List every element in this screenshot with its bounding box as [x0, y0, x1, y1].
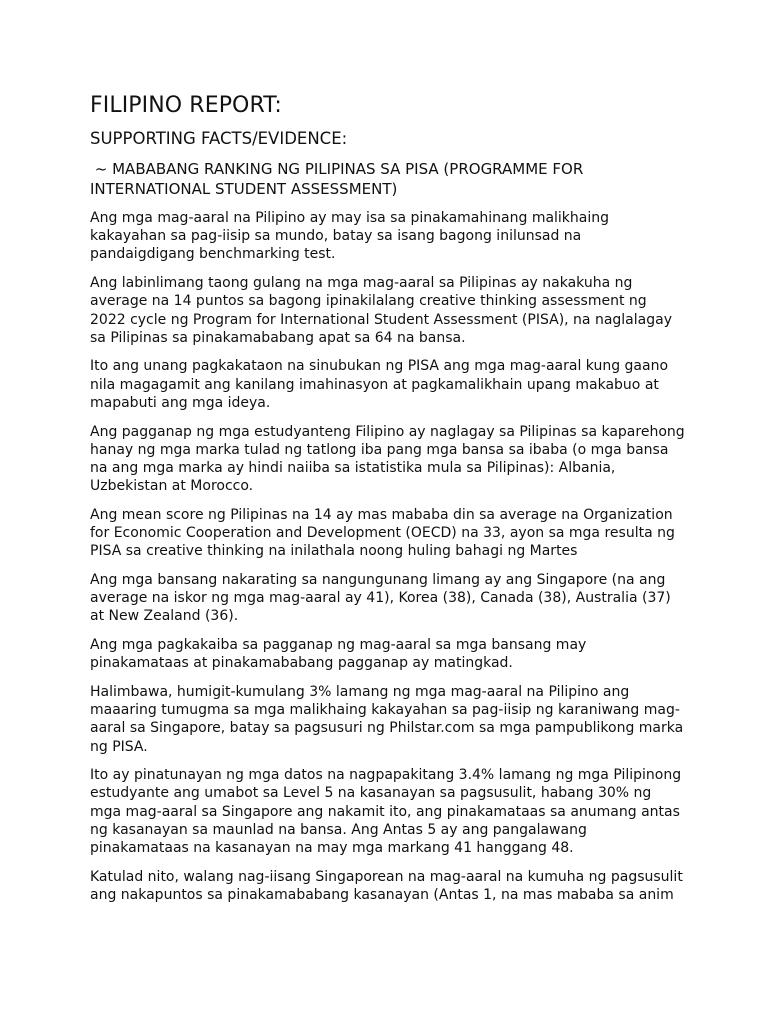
paragraph-9: Ito ay pinatunayan ng mga datos na nagpapakitang 3.4% lamang ng mga Pilipinong estudyante ang umabot sa Level 5 na kasanayan sa pagsusulit, habang 30% ng mga mag-aaral sa Singapore ang nakamit ito, ang pinakamataas sa anumang antas ng kasanayan sa maunlad na bansa. Ang Antas 5 ay ang pangalawang pinakamataas na kasanayan na may mga markang 41 hanggang 48.	[90, 767, 682, 857]
paragraph-3: Ito ang unang pagkakataon na sinubukan ng PISA ang mga mag-aaral kung gaano nila magagamit ang kanilang imahinasyon at pagkamalikhain upang makabuo at mapabuti ang mga ideya.	[90, 358, 669, 411]
paragraph-5: Ang mean score ng Pilipinas na 14 ay mas mababa din sa average na Organization for Economic Cooperation and Development (OECD) na 33, ayon sa mga resulta ng PISA sa creative thinking na inilathala noong huling bahagi ng Martes	[90, 506, 675, 560]
paragraph-10: Katulad nito, walang nag-iisang Singaporean na mag-aaral na kumuha ng pagsusulit ang nakapuntos sa pinakamababang kasanayan (Antas 1, na mas mababa sa anim	[90, 868, 683, 903]
document-title: FILIPINO REPORT:	[90, 93, 282, 118]
paragraph-6: Ang mga bansang nakarating sa nangungunang limang ay ang Singapore (na ang average na iskor ng mga mag-aaral ay 41), Korea (38), Canada (38), Australia (37) at New Zealand (36).	[90, 571, 671, 625]
paragraph-7: Ang mga pagkakaiba sa pagganap ng mag-aaral sa mga bansang may pinakamataas at pinakamababang pagganap ay matingkad.	[90, 637, 587, 672]
document-subtitle: SUPPORTING FACTS/EVIDENCE:	[90, 129, 348, 148]
document-page	[90, 92, 690, 915]
paragraph-1: Ang mga mag-aaral na Pilipino ay may isa sa pinakamahinang malikhaing kakayahan sa pag-iisip sa mundo, batay sa isang bagong inilunsad na pandaigdigang benchmarking test.	[90, 210, 610, 263]
paragraph-2: Ang labinlimang taong gulang na mga mag-aaral sa Pilipinas ay nakakuha ng average na 14 puntos sa bagong ipinakilalang creative thinking assessment ng 2022 cycle ng Program for International Student Assessment (PISA), na naglalagay sa Pilipinas sa pinakamababang apat sa 64 na bansa.	[90, 275, 672, 346]
paragraph-4: Ang pagganap ng mga estudyanteng Filipino ay naglagay sa Pilipinas sa kaparehong hanay ng mga marka tulad ng tatlong iba pang mga bansa sa ibaba (o mga bansa na ang mga marka ay hindi naiiba sa istatistika mula sa Pilipinas): Albania, Uzbekistan at Morocco.	[90, 423, 685, 495]
section-heading: ~ MABABANG RANKING NG PILIPINAS SA PISA (PROGRAMME FOR INTERNATIONAL STUDENT ASSESSMENT)	[90, 160, 584, 198]
paragraph-8: Halimbawa, humigit-kumulang 3% lamang ng mga mag-aaral na Pilipino ang maaaring tumugma sa mga malikhaing kakayahan sa pag-iisip ng karaniwang mag- aaral sa Singapore, batay sa pagsusuri ng Philstar.com sa mga pampublikong marka ng PISA.	[90, 683, 684, 755]
